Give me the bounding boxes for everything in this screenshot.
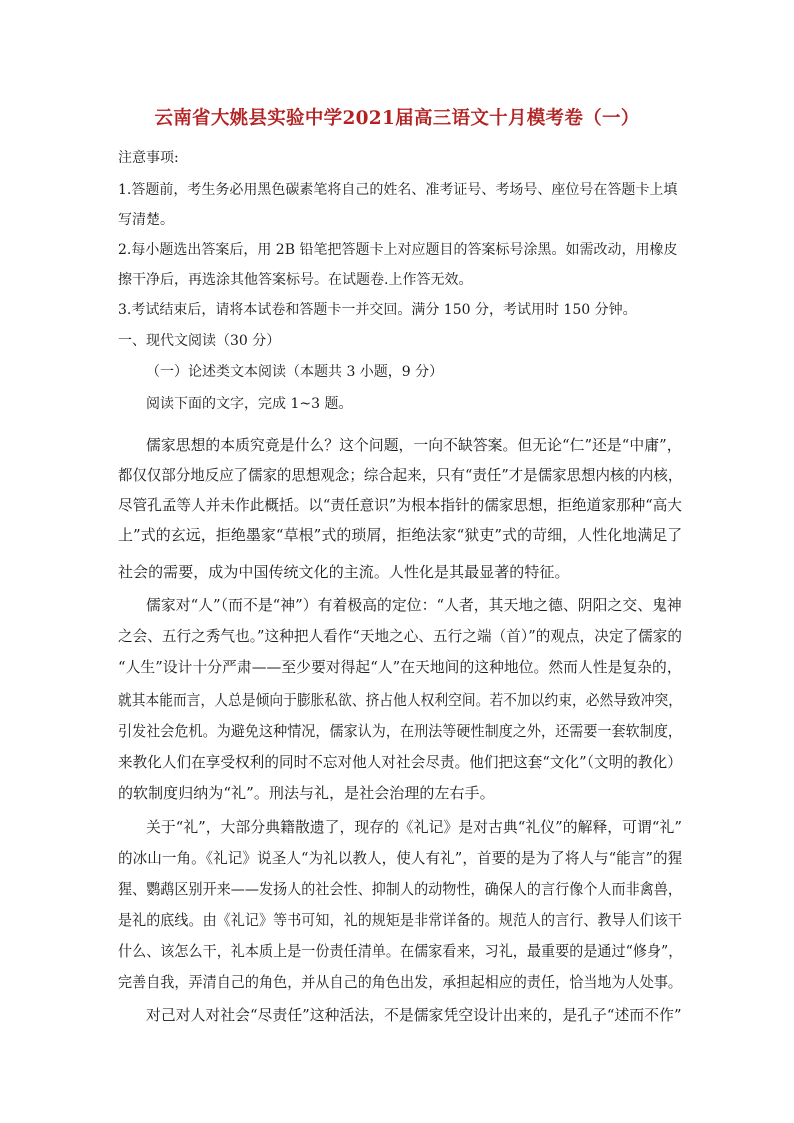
essay-line-10: 引发社会危机。为避免这种情况，儒家认为，在刑法等硬性制度之外，还需要一套软制度，: [118, 722, 683, 740]
essay-line-12: 的软制度归纳为“礼”。刑法与礼，是社会治理的左右手。: [118, 784, 495, 802]
notice-heading: 注意事项:: [118, 150, 179, 166]
essay-line-4: 上”式的玄远，拒绝墨家“草根”式的琐屑，拒绝法家“狱吏”式的苛细，人性化地满足了: [118, 526, 683, 544]
section-instruction: 阅读下面的文字，完成 1~3 题。: [146, 396, 353, 412]
essay-line-6: 儒家对“人”（而不是“神”）有着极高的定位：“人者，其天地之德、阴阳之交、鬼神: [146, 596, 682, 614]
document-title: 云南省大姚县实验中学2021届高三语文十月模考卷（一）: [154, 108, 640, 129]
essay-line-9: 就其本能而言，人总是倾向于膨胀私欲、挤占他人权利空间。若不加以约束，必然导致冲突，: [118, 691, 683, 709]
notice-line-5: 3.考试结束后，请将本试卷和答题卡一并交回。满分 150 分，考试用时 150 分钟。: [118, 302, 637, 318]
essay-line-7: 之会、五行之秀气也。”这种把人看作“天地之心、五行之端（首）”的观点，决定了儒家的: [118, 627, 683, 645]
essay-line-18: 完善自我，弄清自己的角色，并从自己的角色出发，承担起相应的责任，恰当地为人处事。: [118, 973, 683, 991]
essay-line-19: 对己对人对社会“尽责任”这种活法，不是儒家凭空设计出来的，是孔子“述而不作”: [146, 1006, 682, 1024]
essay-line-3: 尽管孔孟等人并未作此概括。以“责任意识”为根本指针的儒家思想，拒绝道家那种“高大: [118, 496, 683, 514]
essay-line-15: 猩、鹦鹉区别开来——发扬人的社会性、抑制人的动物性，确保人的言行像个人而非禽兽，: [118, 880, 683, 898]
section-heading: 一、现代文阅读（30 分）: [118, 333, 281, 349]
essay-line-8: “人生”设计十分严肃——至少要对得起“人”在天地间的这种地位。然而人性是复杂的，: [118, 658, 682, 676]
essay-line-2: 都仅仅部分地反应了儒家的思想观念；综合起来，只有“责任”才是儒家思想内核的内核，: [118, 466, 683, 484]
notice-line-2: 写清楚。: [118, 212, 174, 228]
essay-line-17: 什么、该怎么干，礼本质上是一份责任清单。在儒家看来，习礼，最重要的是通过“修身”，: [118, 942, 683, 960]
essay-line-13: 关于“礼”，大部分典籍散遗了，现存的《礼记》是对古典“礼仪”的解释，可谓“礼”: [146, 818, 682, 836]
essay-line-14: 的冰山一角。《礼记》说圣人“为礼以教人，使人有礼”，首要的是为了将人与“能言”的猩: [118, 849, 683, 867]
notice-line-4: 擦干净后，再选涂其他答案标号。在试题卷.上作答无效。: [118, 272, 473, 288]
section-subheading: （一）论述类文本阅读（本题共 3 小题，9 分）: [146, 364, 444, 380]
essay-line-5: 社会的需要，成为中国传统文化的主流。人性化是其最显著的特征。: [118, 563, 570, 581]
essay-line-16: 是礼的底线。由《礼记》等书可知，礼的规矩是非常详备的。规范人的言行、教导人们该干: [118, 911, 683, 929]
notice-line-3: 2.每小题选出答案后，用 2B 铅笔把答题卡上对应题目的答案标号涂黑。如需改动，用橡皮: [118, 242, 678, 258]
notice-line-1: 1.答题前，考生务必用黑色碳素笔将自己的姓名、准考证号、考场号、座位号在答题卡上填: [118, 182, 678, 198]
essay-line-11: 来教化人们在享受权利的同时不忘对他人对社会尽责。他们把这套“文化”（文明的教化）: [118, 753, 682, 771]
essay-line-1: 儒家思想的本质究竟是什么？这个问题，一向不缺答案。但无论“仁”还是“中庸”，: [146, 436, 682, 454]
